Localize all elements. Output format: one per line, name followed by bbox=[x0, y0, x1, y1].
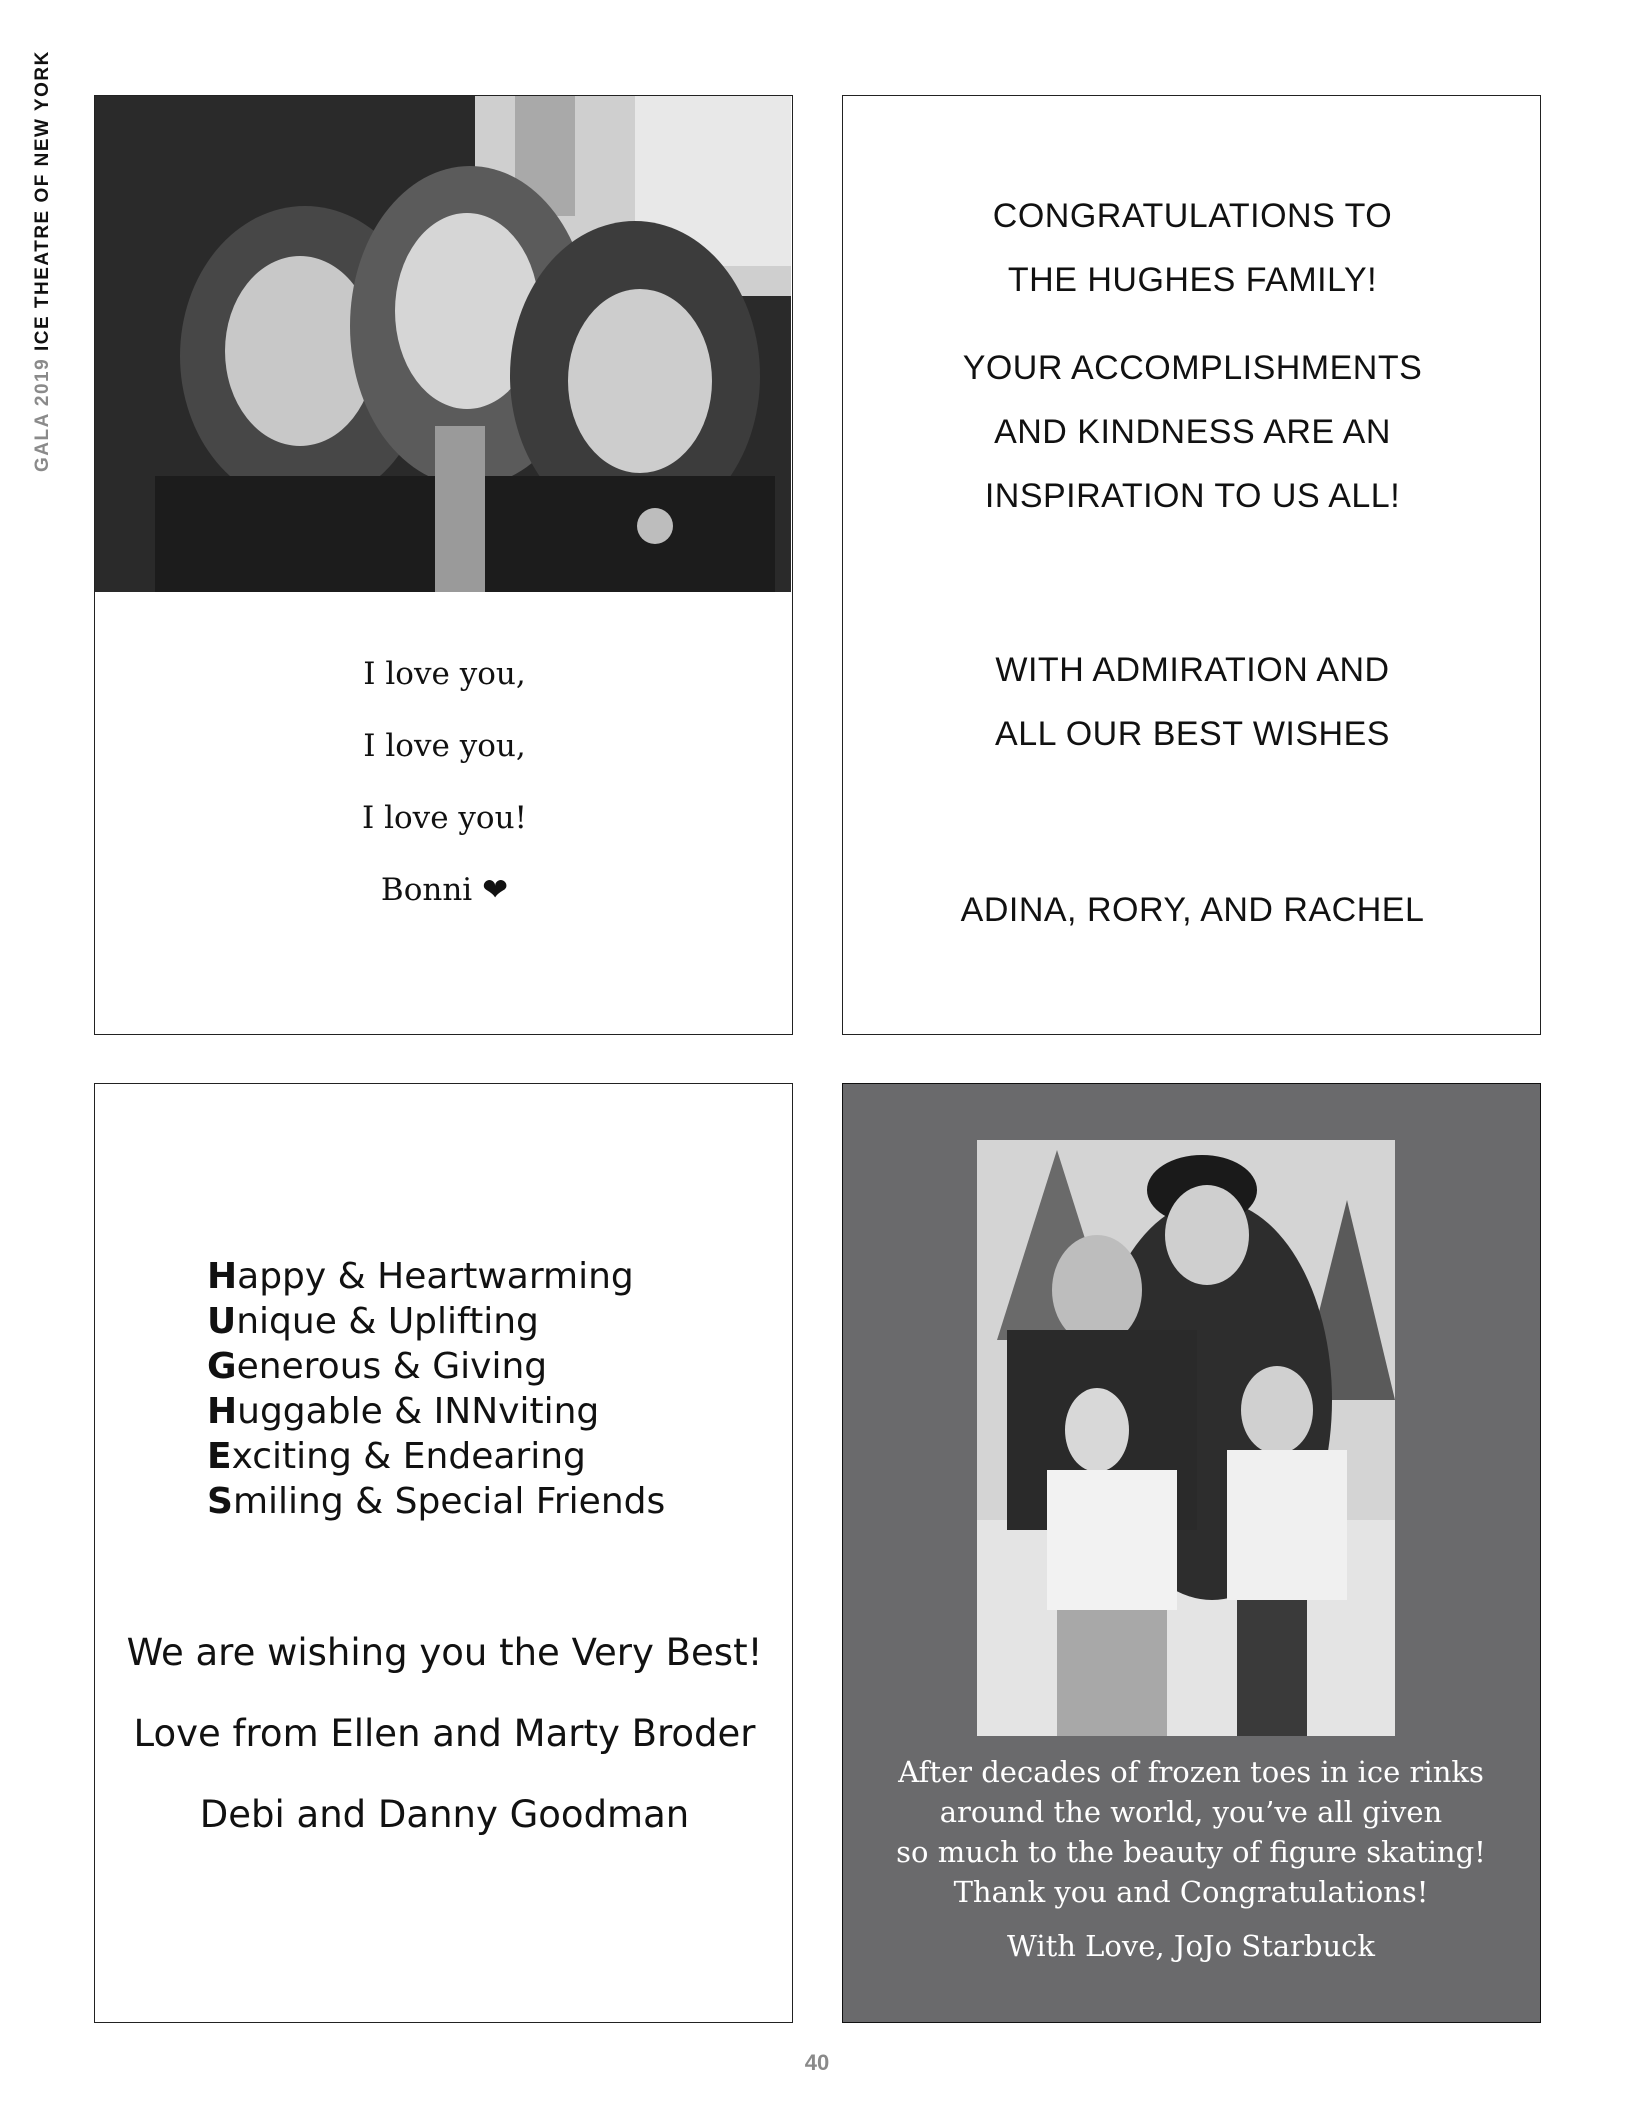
from-line: Love from Ellen and Marty Broder bbox=[133, 1712, 756, 1755]
love-line: I love you, bbox=[363, 656, 526, 692]
admiration-ad-card bbox=[842, 95, 1541, 1035]
message-line: so much to the beauty of figure skating! bbox=[896, 1835, 1486, 1869]
acrostic-letter: E bbox=[207, 1436, 232, 1477]
acrostic-text: nique & Uplifting bbox=[236, 1301, 539, 1342]
wish-line: We are wishing you the Very Best! bbox=[126, 1631, 763, 1674]
acrostic-letter: G bbox=[207, 1346, 237, 1387]
best-wishes-paragraph bbox=[843, 638, 1541, 766]
bonni-signature bbox=[95, 854, 793, 926]
love-line: I love you! bbox=[362, 800, 527, 836]
text-line: ALL OUR BEST WISHES bbox=[995, 715, 1390, 753]
text-line: CONGRATULATIONS TO bbox=[992, 197, 1393, 235]
text-line: WITH ADMIRATION AND bbox=[995, 651, 1390, 689]
acrostic-letter: S bbox=[207, 1481, 233, 1522]
hughes-acrostic bbox=[207, 1254, 665, 1524]
organization-label: ICE THEATRE OF NEW YORK bbox=[32, 50, 53, 352]
jojo-ad-card bbox=[842, 1083, 1541, 2023]
jojo-signature: With Love, JoJo Starbuck bbox=[1007, 1929, 1375, 1963]
love-line: I love you, bbox=[363, 728, 526, 764]
message-line: around the world, you’ve all given bbox=[939, 1795, 1443, 1829]
acrostic-line bbox=[207, 1434, 665, 1479]
signature-text: Bonni bbox=[380, 872, 473, 908]
text-line: INSPIRATION TO US ALL! bbox=[984, 477, 1401, 515]
text-line: AND KINDNESS ARE AN bbox=[994, 413, 1391, 451]
acrostic-line bbox=[207, 1479, 665, 1524]
side-running-head bbox=[32, 50, 54, 472]
broder-ad-card bbox=[94, 1083, 793, 2023]
family-skating-photo bbox=[977, 1140, 1395, 1736]
congratulations-paragraph bbox=[843, 184, 1541, 312]
accomplishments-paragraph bbox=[843, 336, 1541, 528]
love-message bbox=[95, 638, 793, 926]
from-line: Debi and Danny Goodman bbox=[199, 1793, 690, 1836]
bonni-ad-card bbox=[94, 95, 793, 1035]
broder-wishes bbox=[95, 1612, 793, 1855]
page-number: 40 bbox=[804, 2050, 830, 2075]
acrostic-line bbox=[207, 1389, 665, 1434]
heart-icon: ❤ bbox=[482, 872, 509, 908]
admiration-signature bbox=[843, 878, 1541, 942]
acrostic-text: uggable & INNviting bbox=[237, 1391, 600, 1432]
signature-line: ADINA, RORY, AND RACHEL bbox=[960, 891, 1425, 929]
acrostic-line bbox=[207, 1254, 665, 1299]
acrostic-letter: U bbox=[207, 1301, 237, 1342]
message-line: After decades of frozen toes in ice rinks bbox=[898, 1755, 1484, 1789]
acrostic-letter: H bbox=[207, 1391, 238, 1432]
acrostic-line bbox=[207, 1299, 665, 1344]
jojo-message bbox=[843, 1752, 1539, 1966]
text-line: THE HUGHES FAMILY! bbox=[1007, 261, 1378, 299]
acrostic-text: enerous & Giving bbox=[236, 1346, 548, 1387]
acrostic-letter: H bbox=[207, 1256, 238, 1297]
acrostic-text: miling & Special Friends bbox=[232, 1481, 666, 1522]
message-line: Thank you and Congratulations! bbox=[953, 1875, 1429, 1909]
gala-year-label: GALA 2019 bbox=[32, 357, 53, 472]
acrostic-text: appy & Heartwarming bbox=[237, 1256, 634, 1297]
acrostic-line bbox=[207, 1344, 665, 1389]
three-women-photo bbox=[95, 96, 791, 592]
text-line: YOUR ACCOMPLISHMENTS bbox=[962, 349, 1423, 387]
acrostic-text: xciting & Endearing bbox=[231, 1436, 586, 1477]
